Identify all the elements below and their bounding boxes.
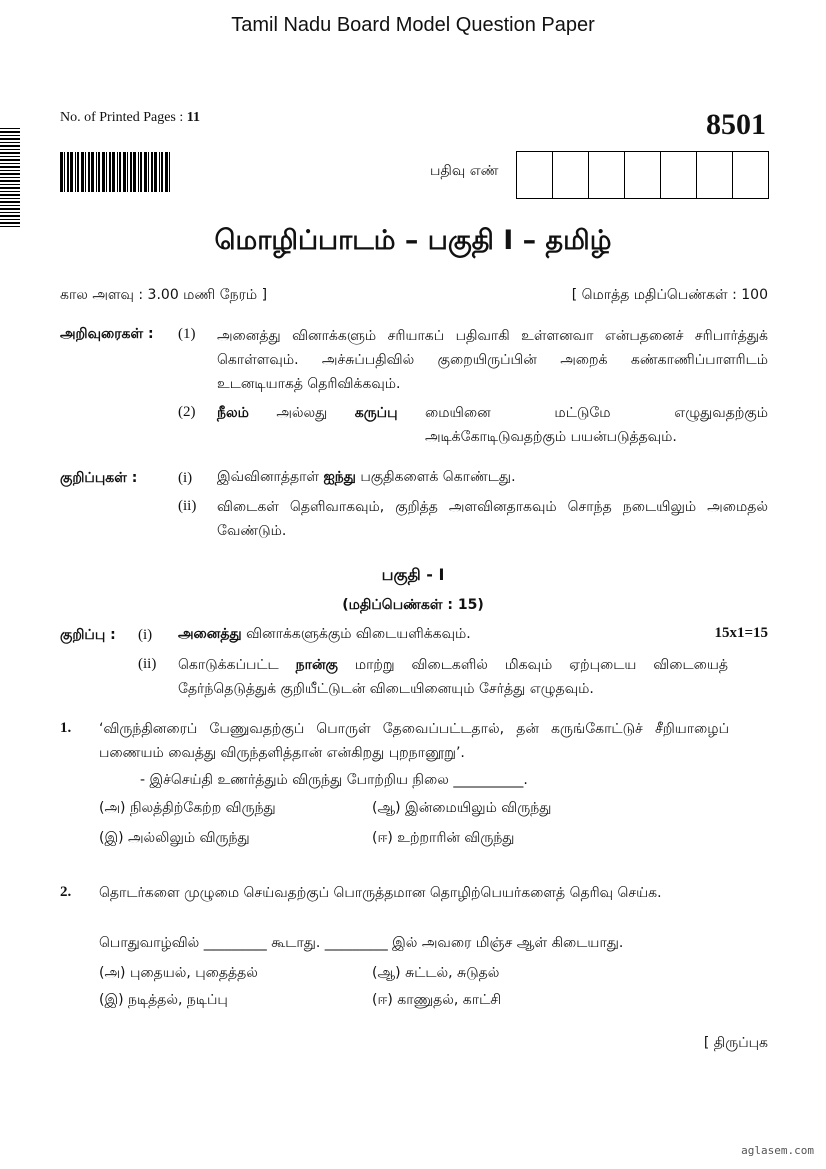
blue-ink: நீலம்	[217, 405, 249, 421]
option-text: உற்றாரின் விருந்து	[397, 830, 515, 846]
barcode-bar	[144, 152, 147, 192]
option[interactable]	[372, 965, 499, 983]
barcode-bar	[109, 152, 111, 192]
banner-title: Tamil Nadu Board Model Question Paper	[231, 14, 595, 36]
barcode-bar	[88, 152, 90, 192]
side-barcode-bar	[0, 198, 20, 199]
barcode-bar	[151, 152, 153, 192]
barcode-bar	[161, 152, 163, 192]
register-digit-box[interactable]	[517, 152, 552, 198]
side-barcode-bar	[0, 208, 20, 210]
side-barcode-bar	[0, 205, 20, 206]
part-note-pre: கொடுக்கப்பட்ட	[178, 657, 279, 673]
side-barcode-bar	[0, 212, 20, 213]
side-barcode-bar	[0, 152, 20, 154]
option-key: (இ)	[99, 992, 124, 1008]
option-key: (அ)	[99, 800, 126, 816]
option-text: புதையல், புதைத்தல்	[129, 965, 258, 981]
question-sub: பொதுவாழ்வில் _________ கூடாது. _________ இல் அவரை மிஞ்ச ஆள் கிடையாது.	[99, 935, 624, 951]
option[interactable]	[99, 830, 250, 848]
barcode-bar	[117, 152, 118, 192]
side-barcode-bar	[0, 215, 20, 217]
option[interactable]	[372, 800, 551, 818]
part-note-post: மாற்று விடைகளில் மிகவும் ஏற்புடைய விடையைத் தேர்ந்தெடுத்துக் குறியீட்டுடன் விடையினையும் சேர்த்து எழுதவும்.	[178, 657, 729, 697]
printed-pages	[60, 110, 200, 126]
side-barcode-bar	[0, 128, 20, 129]
page-title: மொழிப்பாடம் – பகுதி I – தமிழ்	[214, 225, 612, 256]
part-note-bold: நான்கு	[295, 657, 338, 673]
instruction-tail: மையினை மட்டுமே எழுதுவதற்கும் அடிக்கோடிடுவதற்கும் பயன்படுத்தவும்.	[424, 405, 768, 445]
side-barcode-bar	[0, 180, 20, 182]
barcode-bar	[140, 152, 142, 192]
instruction-number: (1)	[178, 326, 196, 342]
instruction-number: (2)	[178, 404, 196, 420]
barcode-bar	[102, 152, 105, 192]
option-text: காணுதல், காட்சி	[397, 992, 502, 1008]
barcode-bar	[159, 152, 160, 192]
register-digit-box[interactable]	[624, 152, 660, 198]
part-note-bold: அனைத்து	[178, 626, 242, 642]
side-barcode-bar	[0, 142, 20, 143]
part-note-number: (ii)	[138, 656, 157, 672]
side-barcode-bar	[0, 201, 20, 203]
side-barcode-bar	[0, 170, 20, 171]
part-marks: (மதிப்பெண்கள் : 15)	[342, 597, 484, 613]
option[interactable]	[372, 830, 514, 848]
register-digit-box[interactable]	[660, 152, 696, 198]
note-number: (i)	[178, 470, 193, 486]
side-barcode-bar	[0, 194, 20, 196]
printed-pages-value: 11	[186, 110, 200, 125]
option-text: நிலத்திற்கேற்ற விருந்து	[129, 800, 276, 816]
side-barcode-bar	[0, 166, 20, 168]
barcode-bar	[98, 152, 100, 192]
option-key: (இ)	[99, 830, 124, 846]
barcode-bar	[75, 152, 76, 192]
register-digit-box[interactable]	[588, 152, 624, 198]
side-barcode-bar	[0, 135, 20, 136]
instruction-text	[217, 401, 768, 449]
note-text	[217, 469, 516, 487]
barcode-bar	[127, 152, 128, 192]
barcode-bar	[81, 152, 84, 192]
side-barcode-bar	[0, 184, 20, 185]
barcode-bar	[130, 152, 132, 192]
option-text: அல்லிலும் விருந்து	[128, 830, 250, 846]
barcode-bar	[119, 152, 121, 192]
barcode-bar	[70, 152, 73, 192]
option-key: (ஆ)	[372, 965, 401, 981]
side-barcode-bar	[0, 219, 20, 220]
side-barcode-icon	[0, 128, 20, 228]
barcode-bar	[64, 152, 65, 192]
option-key: (ஈ)	[372, 992, 393, 1008]
side-barcode-bar	[0, 173, 20, 175]
option-key: (ஆ)	[372, 800, 401, 816]
side-barcode-bar	[0, 191, 20, 192]
part-note-label: குறிப்பு :	[60, 627, 116, 643]
barcode-bar	[77, 152, 79, 192]
barcode-bar	[123, 152, 126, 192]
question-text: ‘விருந்தினரைப் பேணுவதற்குப் பொருள் தேவைப்பட்டதால், தன் கருங்கோட்டுச் சீறியாழைப் பணையம் வைத்து விருந்தளித்தான் என்கிறது புறநானூறு’.	[99, 721, 729, 761]
question-number: 2.	[60, 884, 72, 900]
option-key: (ஈ)	[372, 830, 393, 846]
side-barcode-bar	[0, 131, 20, 133]
side-barcode-bar	[0, 156, 20, 157]
part-note-number: (i)	[138, 627, 153, 643]
barcode-icon	[60, 152, 172, 192]
option-key: (அ)	[99, 965, 126, 981]
footer-watermark: aglasem.com	[741, 1144, 814, 1157]
side-barcode-bar	[0, 163, 20, 164]
barcode-bar	[169, 152, 170, 192]
note-text-bold: ஐந்து	[323, 469, 356, 485]
or-word: அல்லது	[276, 405, 328, 421]
note-text-post: பகுதிகளைக் கொண்டது.	[360, 469, 516, 485]
register-number-boxes[interactable]	[516, 151, 769, 199]
question-text: தொடர்களை முழுமை செய்வதற்குப் பொருத்தமான தொழிற்பெயர்களைத் தெரிவு செய்க.	[99, 885, 662, 901]
part-note-text	[178, 653, 728, 701]
barcode-bar	[112, 152, 115, 192]
barcode-bar	[85, 152, 86, 192]
option-text: இன்மையிலும் விருந்து	[405, 800, 552, 816]
barcode-bar	[67, 152, 69, 192]
side-barcode-bar	[0, 177, 20, 178]
part-note-post: வினாக்களுக்கும் விடையளிக்கவும்.	[246, 626, 471, 642]
barcode-bar	[60, 152, 63, 192]
black-ink: கருப்பு	[354, 405, 398, 421]
option-text: சுட்டல், சுடுதல்	[405, 965, 500, 981]
part-title: பகுதி - I	[381, 565, 445, 584]
printed-pages-label: No. of Printed Pages :	[60, 110, 184, 125]
instruction-text: அனைத்து வினாக்களும் சரியாகப் பதிவாகி உள்ளனவா என்பதனைச் சரிபார்த்துக் கொள்ளவும். அச்சுப்பதிவில் குறையிருப்பின் அறைக் கண்காணிப்பாளரிடம் உடனடியாகத் தெரிவிக்கவும்.	[217, 328, 768, 392]
duration: கால அளவு : 3.00 மணி நேரம் ]	[60, 287, 268, 303]
register-number-label: பதிவு எண்	[430, 163, 499, 179]
side-barcode-bar	[0, 222, 20, 224]
option[interactable]	[99, 992, 228, 1010]
question-sub: - இச்செய்தி உணர்த்தும் விருந்து போற்றிய நிலை __________.	[140, 772, 528, 788]
note-text-pre: இவ்வினாத்தாள்	[217, 469, 320, 485]
note-text: விடைகள் தெளிவாகவும், குறித்த அளவினதாகவும் சொந்த நடையிலும் அமைதல் வேண்டும்.	[217, 499, 768, 539]
scoring: 15x1=15	[714, 625, 768, 641]
side-barcode-bar	[0, 187, 20, 189]
barcode-bar	[91, 152, 94, 192]
side-barcode-bar	[0, 138, 20, 140]
notes-label: குறிப்புகள் :	[60, 470, 138, 486]
option[interactable]	[99, 800, 276, 818]
barcode-bar	[154, 152, 157, 192]
barcode-bar	[138, 152, 139, 192]
instructions-label: அறிவுரைகள் :	[60, 326, 154, 342]
turn-over: [ திருப்புக	[703, 1035, 768, 1051]
paper-code: 8501	[706, 108, 766, 141]
barcode-bar	[133, 152, 136, 192]
note-number: (ii)	[178, 498, 197, 514]
register-digit-box[interactable]	[732, 152, 768, 198]
register-digit-box[interactable]	[696, 152, 732, 198]
barcode-bar	[106, 152, 107, 192]
question-number: 1.	[60, 720, 72, 736]
side-barcode-bar	[0, 149, 20, 150]
register-digit-box[interactable]	[552, 152, 588, 198]
option[interactable]	[372, 992, 501, 1010]
option-text: நடித்தல், நடிப்பு	[128, 992, 228, 1008]
part-note-text	[178, 626, 471, 644]
side-barcode-bar	[0, 159, 20, 161]
side-barcode-bar	[0, 145, 20, 147]
barcode-bar	[165, 152, 168, 192]
barcode-bar	[96, 152, 97, 192]
option[interactable]	[99, 965, 258, 983]
barcode-bar	[148, 152, 149, 192]
total-marks: [ மொத்த மதிப்பெண்கள் : 100	[571, 287, 768, 303]
